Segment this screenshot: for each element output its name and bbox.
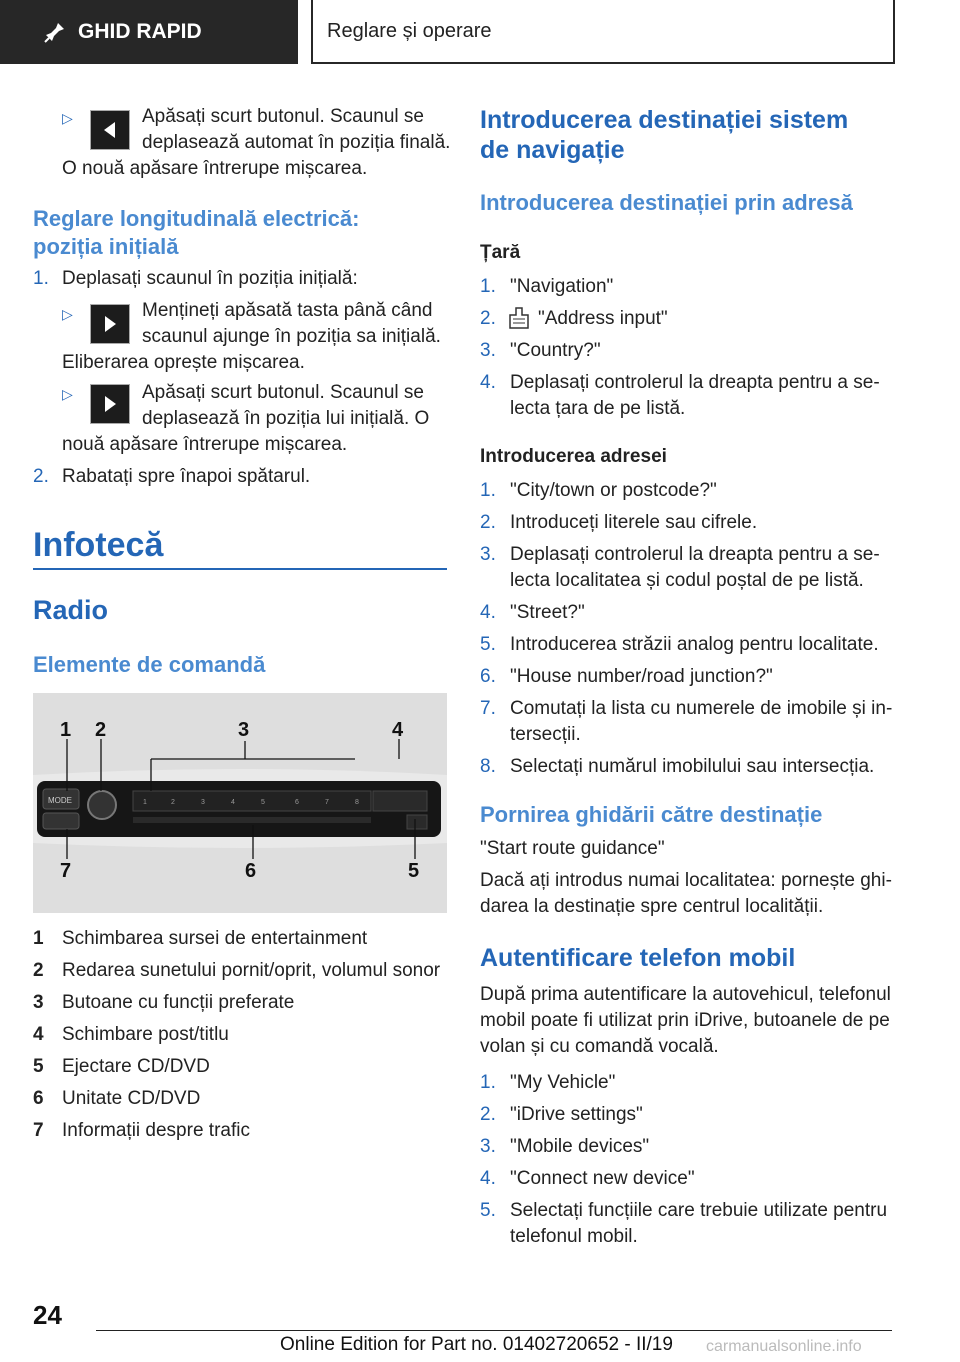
heading-electric-adjust-1: Reglare longitudinală electrică: <box>33 206 360 231</box>
chapter-title: Infotecă <box>33 526 164 564</box>
step-text: "Mobile devices" <box>510 1136 650 1157</box>
track-buttons <box>373 791 427 811</box>
step-number: 5. <box>480 634 496 655</box>
svg-text:5: 5 <box>408 860 420 882</box>
step-text: Deplasați scaunul în poziția inițială: <box>62 268 358 289</box>
step-number: 3. <box>480 544 496 565</box>
legend-text: Butoane cu funcții preferate <box>62 992 295 1013</box>
legend-text: Unitate CD/DVD <box>62 1088 201 1109</box>
sub1-line2: scaunul ajunge în poziția sa inițială. <box>142 326 441 347</box>
svg-text:4: 4 <box>231 799 235 806</box>
legend-text: Redarea sunetului pornit/oprit, volumul sonor <box>62 960 441 981</box>
step-text: "My Vehicle" <box>510 1072 616 1093</box>
legend-number: 7 <box>33 1120 44 1141</box>
legend-number: 1 <box>33 928 44 949</box>
sub2-line3: nouă apăsare întrerupe mișcarea. <box>62 434 348 455</box>
phone-pairing-heading: Autentificare telefon mobil <box>480 944 796 972</box>
legend-text: Informații despre trafic <box>62 1120 250 1141</box>
legend-text: Ejectare CD/DVD <box>62 1056 210 1077</box>
section-header <box>311 0 895 64</box>
step-text: Deplasați controlerul la dreapta pentru a se- <box>510 372 880 393</box>
step-text: "iDrive settings" <box>510 1104 643 1125</box>
address-input-icon <box>508 306 530 335</box>
step-text: "Navigation" <box>510 276 614 297</box>
step-text: Rabatați spre înapoi spătarul. <box>62 466 311 487</box>
quick-guide-tab[interactable] <box>0 0 298 64</box>
seat-forward-button-icon <box>90 304 130 344</box>
step-text: tersecții. <box>510 724 581 745</box>
step-number: 2. <box>480 308 496 329</box>
start-guidance-heading: Pornirea ghidării către destinație <box>480 802 823 827</box>
item-a-line2: deplasează automat în poziția finală. <box>142 132 451 153</box>
step-number: 6. <box>480 666 496 687</box>
legend-text: Schimbarea sursei de entertainment <box>62 928 368 949</box>
svg-text:5: 5 <box>261 799 265 806</box>
address-heading: Introducerea adresei <box>480 446 667 467</box>
cd-slot <box>133 817 371 823</box>
bullet-triangle-icon: ▷ <box>62 110 73 126</box>
section-radio: Radio <box>33 595 109 625</box>
step-text: Introduceți literele sau cifrele. <box>510 512 758 533</box>
start-guidance-text1: Dacă ați introdus numai localitatea: pornește ghi- <box>480 870 892 891</box>
watermark: carmanualsonline.info <box>706 1338 862 1355</box>
svg-text:4: 4 <box>392 719 404 741</box>
step-number: 4. <box>480 372 496 393</box>
step-text: Selectați numărul imobilului sau intersecția. <box>510 756 875 777</box>
svg-text:2: 2 <box>171 799 175 806</box>
step-text: Selectați funcțiile care trebuie utilizate pentru <box>510 1200 888 1221</box>
step-number: 1. <box>480 1072 496 1093</box>
item-a-line1: Apăsați scurt butonul. Scaunul se <box>142 106 425 127</box>
sub1-line1: Mențineți apăsată tasta până când <box>142 300 433 321</box>
step-text: "Country?" <box>510 340 601 361</box>
country-heading: Țară <box>480 242 521 263</box>
step-number: 5. <box>480 1200 496 1221</box>
svg-text:2: 2 <box>95 719 107 741</box>
sub2-line1: Apăsați scurt butonul. Scaunul se <box>142 382 425 403</box>
step-number: 4. <box>480 602 496 623</box>
step-text: "City/town or postcode?" <box>510 480 717 501</box>
step-number: 2. <box>33 466 49 487</box>
svg-text:1: 1 <box>143 799 147 806</box>
sub2-line2: deplasează în poziția lui inițială. O <box>142 408 430 429</box>
phone-pairing-text3: volan și cu comandă vocală. <box>480 1036 719 1057</box>
step-text: "Address input" <box>538 308 668 329</box>
pin-icon <box>44 21 66 43</box>
svg-text:3: 3 <box>201 799 205 806</box>
step-number: 3. <box>480 340 496 361</box>
svg-text:1: 1 <box>60 719 72 741</box>
step-text: Comutați la lista cu numerele de imobile și in- <box>510 698 893 719</box>
legend-number: 5 <box>33 1056 44 1077</box>
legend-number: 4 <box>33 1024 44 1045</box>
tab-label: GHID RAPID <box>78 20 202 43</box>
svg-text:7: 7 <box>60 860 72 882</box>
bullet-triangle-icon: ▷ <box>62 386 73 402</box>
sub1-line3: Eliberarea oprește mișcarea. <box>62 352 305 373</box>
step-number: 1. <box>480 276 496 297</box>
step-text: Deplasați controlerul la dreapta pentru a se- <box>510 544 880 565</box>
legend-text: Schimbare post/titlu <box>62 1024 229 1045</box>
item-a-line3: O nouă apăsare întrerupe mișcarea. <box>62 158 368 179</box>
step-text: lecta localitatea și codul poștal de pe listă. <box>510 570 864 591</box>
subsection-controls: Elemente de comandă <box>33 652 266 677</box>
step-number: 1. <box>480 480 496 501</box>
start-guidance-text2: darea la destinație spre centrul localității. <box>480 896 824 917</box>
seat-back-button-icon <box>90 110 130 150</box>
step-number: 2. <box>480 512 496 533</box>
svg-text:3: 3 <box>238 719 250 741</box>
eject-button <box>407 815 427 829</box>
volume-knob <box>88 791 116 819</box>
radio-controls-figure <box>33 693 447 913</box>
legend-number: 6 <box>33 1088 44 1109</box>
step-number: 1. <box>33 268 49 289</box>
heading-electric-adjust-2: poziția inițială <box>33 234 179 259</box>
footer-rule <box>96 1330 892 1331</box>
step-number: 2. <box>480 1104 496 1125</box>
phone-pairing-text1: După prima autentificare la autovehicul, telefonul <box>480 984 891 1005</box>
nav-subtitle: Introducerea destinației prin adresă <box>480 190 853 215</box>
start-guidance-command: "Start route guidance" <box>480 838 665 859</box>
step-number: 8. <box>480 756 496 777</box>
mode-label: MODE <box>48 796 72 805</box>
seat-forward-button-icon <box>90 384 130 424</box>
svg-text:6: 6 <box>245 860 257 882</box>
nav-title-line1: Introducerea destinației sistem <box>480 106 849 134</box>
step-text: telefonul mobil. <box>510 1226 638 1247</box>
edition-info: Online Edition for Part no. 01402720652 - II/19 <box>280 1334 673 1355</box>
phone-pairing-text2: mobil poate fi utilizat prin iDrive, butoanele de pe <box>480 1010 890 1031</box>
svg-text:8: 8 <box>355 799 359 806</box>
step-text: "Connect new device" <box>510 1168 695 1189</box>
bullet-triangle-icon: ▷ <box>62 306 73 322</box>
step-text: "House number/road junction?" <box>510 666 773 687</box>
section-title: Reglare și operare <box>327 19 492 42</box>
step-number: 3. <box>480 1136 496 1157</box>
step-number: 7. <box>480 698 496 719</box>
svg-text:6: 6 <box>295 799 299 806</box>
svg-text:7: 7 <box>325 799 329 806</box>
nav-title-line2: de navigație <box>480 136 625 164</box>
step-text: Introducerea străzii analog pentru localitate. <box>510 634 879 655</box>
traffic-info-button <box>43 813 79 829</box>
step-number: 4. <box>480 1168 496 1189</box>
step-text: "Street?" <box>510 602 585 623</box>
step-text: lecta țara de pe listă. <box>510 398 686 419</box>
preset-buttons <box>133 791 371 811</box>
legend-number: 2 <box>33 960 44 981</box>
page-number: 24 <box>33 1300 62 1330</box>
legend-number: 3 <box>33 992 44 1013</box>
chapter-rule <box>33 568 447 570</box>
